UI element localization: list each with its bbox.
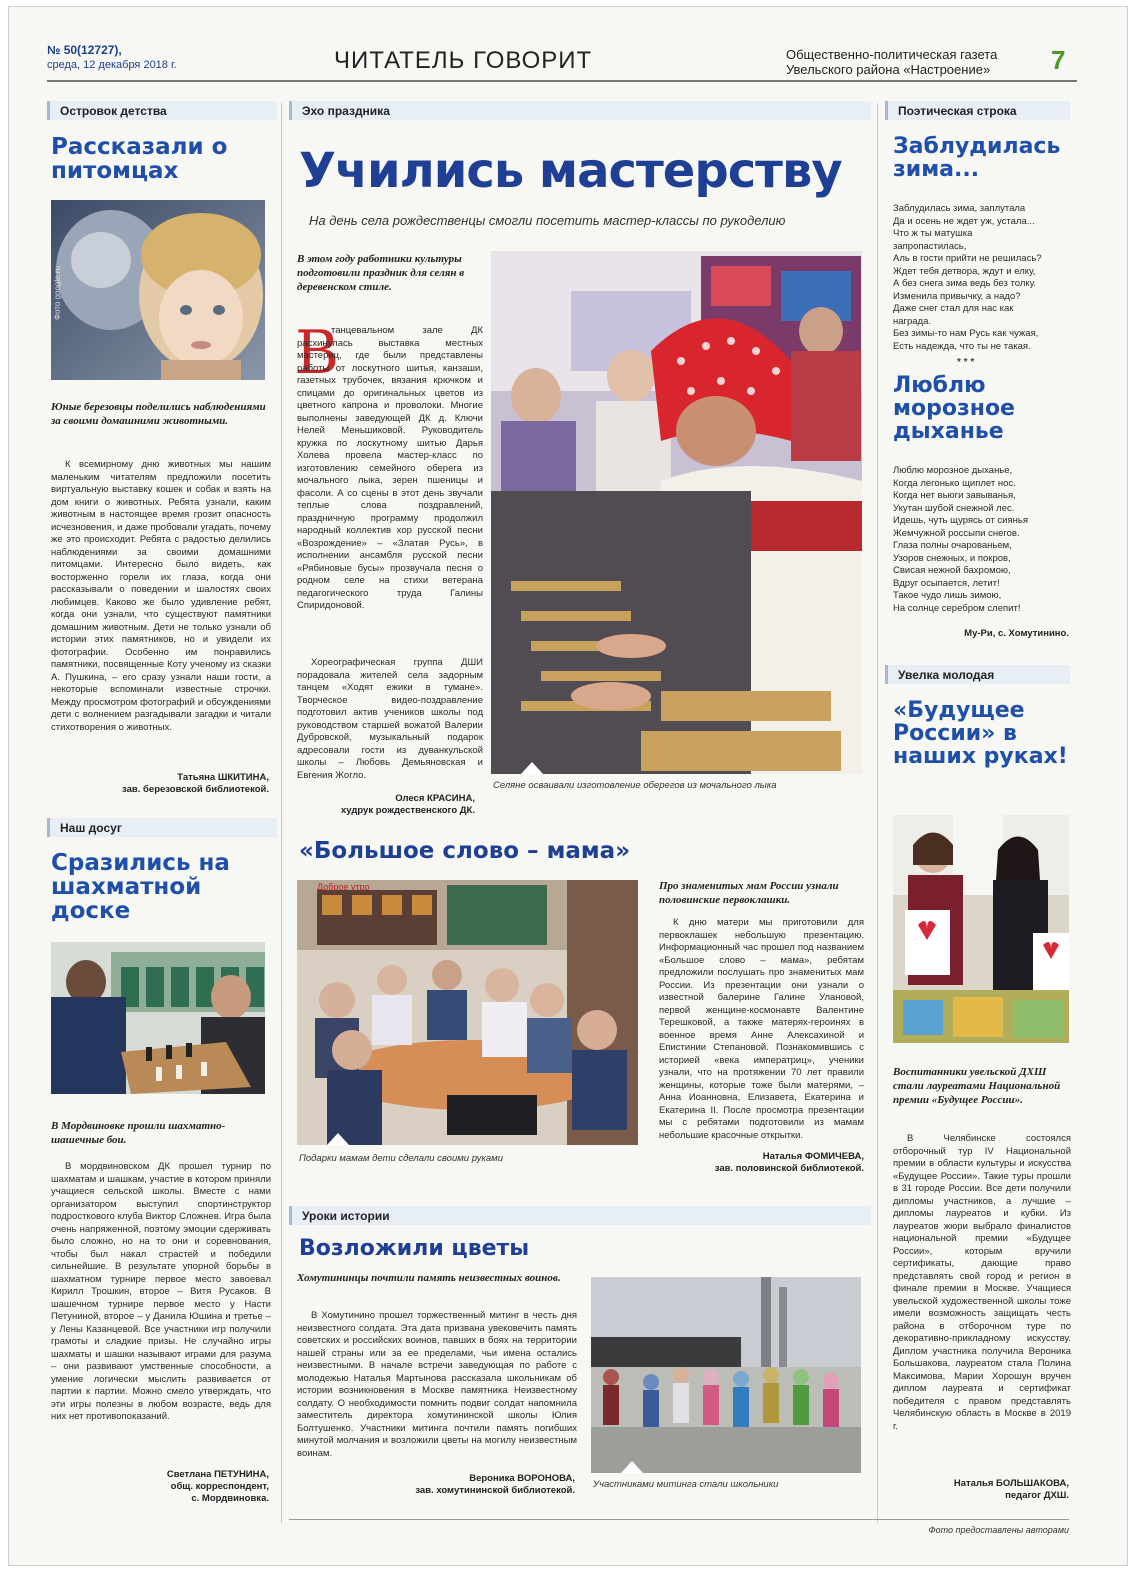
award-photo-illustration [893,815,1069,1043]
caption-classroom: Подарки мамам дети сделали своими руками [299,1153,503,1164]
rubric-poetic: Поэтическая строка [885,101,1070,120]
rubric-dosug: Наш досуг [47,818,277,837]
masterclass-photo [491,251,862,774]
headline-future: «Будущее России» в наших руках! [893,698,1068,770]
rubric-eho: Эхо праздника [289,101,871,120]
author-future [893,1478,1069,1502]
rubric-ostrovok: Островок детства [47,101,277,120]
photo-marker [521,762,543,774]
author-future-name: Наталья БОЛЬШАКОВА, [953,1478,1069,1489]
poem-zima: Заблудилась зима, заплутала Да и осень не ждет уж, устала... Что ж ты матушка запропастилась, Аль в гости прийти не решилась? Ждет тебя детвора, ждут и елку, А без снега зима ведь без толку. Изменила привычку, а надо? Даже снег стал для нас как награда. Без зимы-то нам Русь как чужая, Есть надежда, что ты не такая. [893,203,1042,352]
author-cvety [297,1473,575,1497]
lead-mama: Про знаменитых мам России узнали половинские первоклашки. [659,880,839,906]
article-masterstvo-body2: Хореографическая группа ДШИ порадовала жителей села задорным танцем «Ходят ежики в тумане». Творческое видео-поздравление подготовил актив учеников школы под руководством старшей вожатой Валерии Дубровской, музыкальный подарок адресовали гости из дуванкульской школы – Любовь Демьяновская и Евгения Жогло. [297,657,483,781]
headline-chess: Сразились на шахматной доске [51,850,230,925]
page-number: 7 [1051,45,1066,75]
article-mama-body: К дню матери мы приготовили для первоклашек небольшую презентацию. Информационный час прошел под названием «Большое слово – мама», ребятам предложили послушать про знаменитых мам России. Из презентации они узнали о известной балерине Галине Улановой, первой женщине-космонавте Валентине Терешковой, а также матерях-героинях в военное время Анне Алексахиной и Епистинии Степановой. Познакомившись с историей «века императриц», ученики узнали, что на протяжении 70 лет правили женщины, которые тоже были матерями, – Анна Иоанновна, Елизавета, Екатерина и Екатерина II. После просмотра презентации мы с ребятами подготовили из мамам небольшие красочные открытки. [659,917,864,1141]
author-mama [659,1151,864,1175]
article-cvety-body: В Хомутинино прошел торжественный митинг в честь дня неизвестного солдата. Эта дата призвана увековечить память советских и российских воинов, павших в боях на территории нашей страны или за ее пределами, чьи имена остались неизвестными. В начале встречи заведующая по работе с молодежью Наталья Мартынова рассказала школьникам об истории возникновения в Москве памятника Неизвестному солдату. О необходимости помнить подвиг солдат напомнила заместитель директора хомутининской школы Юлия Болтушенко. Участники митинга почтили память погибших минутой молчания и возложили цветы на могилу неизвестным воинам. [297,1310,577,1459]
paper-name-line2: Увельского района «Настроение» [786,62,991,77]
memorial-photo-illustration [591,1277,861,1473]
author-poems: Му-Ри, с. Хомутинино. [964,628,1069,639]
classroom-wall-sign: Доброе утро [317,882,370,892]
chess-photo [51,942,265,1094]
author-chess [51,1469,269,1505]
author-masterstvo-role: худрук рождественского ДК. [340,805,475,816]
article-future-body: В Челябинске состоялся отборочный тур IV Национальной премии в области культуры и искусства «Будущее России». Такие туры прошли в 31 городе России. Все дети получили дипломы участников, а лучшие – дипломы лауреатов и кубки. Из лауреатов жюри выбрало финалистов национальной премии «Будущее России», которым вручили сертификаты, дающие право представлять свой город и регион в финале премии в Москве. Учащиеся увельской художественной школы тоже имели возможность защищать честь района в отборочном туре по декоративно-прикладному искусству. Диплом участника получила Вероника Большакова, лауреатом стала Полина Максимова, Марии Хорошун вручен диплом лауреата и сертификат победителя с правом представлять Челябинскую область в Москве в 2019 г. [893,1133,1071,1432]
headline-dyhanie: Люблю морозное дыханье [893,373,1015,445]
headline-zima: Заблудилась зима... [893,134,1061,183]
caption-masterclass: Селяне осваивали изготовление оберегов из мочального лыка [493,780,777,791]
classroom-photo [297,880,638,1145]
author-chess-role1: общ. корреспондент, [170,1481,269,1492]
chess-photo-illustration [51,942,265,1094]
headline-pets: Рассказали о питомцах [51,134,228,185]
subtitle-masterstvo: На день села рождественцы смогли посетить мастер-классы по рукоделию [309,213,786,228]
masterclass-photo-illustration [491,251,862,774]
author-masterstvo [297,793,475,817]
headline-masterstvo: Учились мастерству [299,143,842,199]
column-divider-left [281,103,282,1523]
memorial-photo [591,1277,861,1473]
section-title: ЧИТАТЕЛЬ ГОВОРИТ [334,47,593,74]
issue-number: № 50(12727), [47,43,122,57]
author-chess-name: Светлана ПЕТУНИНА, [166,1469,269,1480]
photo-marker [327,1133,349,1145]
article-masterstvo-body: танцевальном зале ДК расхинулась выставка местных мастериц, где были представлены работы от лоскутного шитья, канзаши, газетных трубочек, вязания крючком и спицами до оригинальных цветов из цветного капрона и проволоки. Многие выполнены заведующей ДК д. Ключи Нелей Меньшиковой. Руководитель кружка по лоскутному шитью Дарья Холева провела мастер-класс по изготовлению семейного оберега из мочального лыка, зерен пшеницы и фасоли. А со сцены в этот день звучали теплые слова поздравлений, праздничную программу продолжил народный коллектив хор русской песни «Возрождение» – «Златая Русь», в исполнении ансамбля русской песни «Рябиновые бусы» прозвучала песня о родном селе на стихи ветерана педагогического труда Галины Спиридоновой. [297,325,483,611]
author-pets-role: зав. березовской библиотекой. [122,784,269,795]
footer-divider [289,1519,1069,1520]
author-cvety-name: Вероника ВОРОНОВА, [469,1473,575,1484]
author-cvety-role: зав. хомутининской библиотекой. [415,1485,575,1496]
rubric-uroki: Уроки истории [289,1206,871,1225]
author-mama-name: Наталья ФОМИЧЕВА, [762,1151,864,1162]
paper-name [786,47,997,77]
headline-mama: «Большое слово – мама» [299,838,631,864]
lead-chess: В Мордвиновке прошли шахматно-шашечные бои. [51,1120,226,1146]
photo-marker [621,1461,643,1473]
header-divider [47,80,1077,82]
article-chess-body: В мордвиновском ДК прошел турнир по шахматам и шашкам, участие в котором приняли учащиеся сельской школы. Вместе с нами организатором выступил спортинструктор подросткового клуба Виктор Сложнев. Игра была очень напряженной, поэтому эмоции сдерживать было сложно, но на то они и соревнования, чтобы был накал страстей и победили сильнейшие. В результате упорной борьбы в шахматном турнире первое место завоевал Кирилл Трошкин, второе – Витя Русаков. В шашечном турнире первое место у Насти Петуниной, второе – у Данила Юшина и третье – у Лены Казанцевой. Все участники игр получили грамоты и сладкие призы. Не случайно игры шахматы и шашки называют играми для разума – они развивают умственные способности, а умение логически мыслить развивается от партии к партии. Можно смело утверждать, что эти игры полезны в любом возрасте, ведь для них нет противопоказаний. [51,1161,271,1422]
child-with-cat-photo [51,200,265,380]
lead-future: Воспитанники увельской ДХШ стали лауреатами Национальной премии «Будущее России». [893,1066,1061,1106]
column-divider-right [877,103,878,1523]
rubric-uvelka: Увелка молодая [885,665,1070,684]
article-pets-body: К всемирному дню животных мы нашим маленьким читателям предложили посетить виртуальную выставку кошек и собак и взять на дом книги о животных. Ребята узнали, каким животным в настоящее время грозит опасность исчезновения, и даже пробовали угадать, почему же это происходит. Ребята с радостью делились наблюдениями за своими домашними питомцами. Интересно было видеть, как восторженно горели их глаза, когда они рассказывали о поведении и шалостях своих любимцев. Каково же было удивление ребят, когда они узнали, что существуют памятники домашним животным. Дети не только узнали об истории этих памятников, но и увидели их фотографии. Особенно им понравились памятники, посвященные Коту ученому из сказки А. Пушкина, – его сразу узнали наши гости, а некоторые вспоминали известные строчки. Между просмотром фотографий и обсуждениями дети с волнением разгадывали загадки и читали стихотворения о животных. [51,459,271,733]
author-chess-role2: с. Мордвиновка. [191,1493,269,1504]
classroom-photo-illustration [297,880,638,1145]
photo-credit: Фото google.ru [53,266,62,320]
poem-separator: * * * [957,357,975,368]
award-photo [893,815,1069,1043]
paper-name-line1: Общественно-политическая газета [786,47,998,62]
poem-dyhanie: Люблю морозное дыханье, Когда легонько щиплет нос. Когда нет вьюги завыванья, Укутан шубой снежной лес. Идешь, чуть щурясь от сиянья Жемчужной россыпи снегов. Глаза полны очарованьем, Узоров снежных, и покров, Свисая нежной бахромою, Вдруг осыпается, летит! Такое чудо лишь зимою, На солнце серебром слепит! [893,465,1028,614]
author-future-role: педагог ДХШ. [1005,1490,1069,1501]
author-pets [51,772,269,796]
lead-masterstvo: В этом году работники культуры подготовили праздник для селян в деревенском стиле. [297,253,465,293]
author-mama-role: зав. половинской библиотекой. [714,1163,864,1174]
dropcap-letter: В [295,318,340,388]
caption-memorial: Участниками митинга стали школьники [593,1479,779,1490]
newspaper-page [8,6,1128,1566]
photo-credit-footer: Фото предоставлены авторами [928,1525,1069,1535]
lead-pets: Юные березовцы поделились наблюдениями за своими домашними животными. [51,401,266,427]
lead-cvety: Хомутининцы почтили память неизвестных воинов. [297,1272,561,1284]
headline-cvety: Возложили цветы [299,1236,530,1261]
child-photo-illustration [51,200,265,380]
author-masterstvo-name: Олеся КРАСИНА, [395,793,475,804]
issue-date: среда, 12 декабря 2018 г. [47,59,177,71]
author-pets-name: Татьяна ШКИТИНА, [177,772,269,783]
